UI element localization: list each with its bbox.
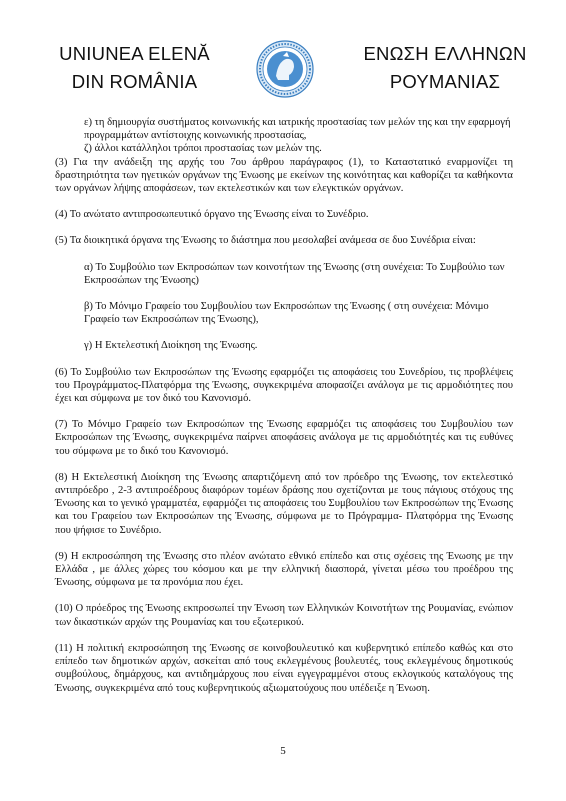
paragraph-4: (4) Το ανώτατο αντιπροσωπευτικό όργανο της Ένωσης είναι το Συνέδριο. — [55, 209, 369, 221]
header-right-title — [360, 40, 530, 96]
paragraph-5-alpha: α) Το Συμβούλιο των Εκπροσώπων των κοινοτήτων της Ένωσης (στη συνέχεια: Το Συμβούλιο των Εκπροσώπων της Ένωσης) — [84, 261, 505, 286]
header-left-title — [52, 40, 217, 96]
paragraph-5-gamma: γ) Η Εκτελεστική Διοίκηση της Ένωσης. — [84, 340, 258, 352]
header-right-line2: ΡΟΥΜΑΝΙΑΣ — [389, 71, 501, 92]
paragraph-9: (9) Η εκπροσώπηση της Ένωσης στο πλέον ανώτατο εθνικό επίπεδο και στις σχέσεις της Ένωσης με την Ελλάδα , με άλλες χώρες του κόσμου και με την ελληνική διασπορά, γίνεται μέσω του προέδρου της Ένωσης, σύμφωνα με τα προνόμια που έχει. — [55, 550, 513, 589]
paragraph-3: (3) Για την ανάδειξη της αρχής του 7ου άρθρου παράγραφος (1), το Καταστατικό εναρμονίζει τη δραστηριότητα των ηγετικών οργάνων της Ένωσης με εκείνων της κοινότητας και καθορίζει τα καθήκοντα των οργάνων λήψης αποφάσεων, των εκτελεστικών και των ελεγκτικών οργάνων. — [55, 156, 513, 195]
paragraph-5: (5) Τα διοικητικά όργανα της Ένωσης το διάστημα που μεσολαβεί ανάμεσα σε δυο Συνέδρια είναι: — [55, 235, 476, 247]
page-number: 5 — [280, 745, 286, 757]
header-right-line1: ΕΝΩΣΗ ΕΛΛΗΝΩΝ — [363, 43, 527, 64]
document-body — [55, 116, 513, 695]
paragraph-6: (6) Το Συμβούλιο των Εκπροσώπων της Ένωσης εφαρμόζει τις αποφάσεις του Συνεδρίου, τις προβλέψεις του Προγράμματος-Πλατφόρμα της Ένωσης, συγκεκριμένα αποφασίζει ανάλογα με τις αρμοδιότητες που έχει και σύμφωνα με τον δικό του Κανονισμό. — [55, 366, 513, 405]
item-z: ζ) άλλοι κατάλληλοι τρόποι προστασίας των μελών της. — [84, 143, 322, 155]
paragraph-10: (10) Ο πρόεδρος της Ένωσης εκπροσωπεί την Ένωση των Ελληνικών Κοινοτήτων της Ρουμανίας, ενώπιον των δικαστικών αρχών της Ρουμανίας και του εξωτερικού. — [55, 603, 513, 628]
paragraph-5-beta: β) Το Μόνιμο Γραφείο του Συμβουλίου των Εκπροσώπων της Ένωσης ( στη συνέχεια: Μόνιμο Γραφείο των Εκπροσώπων της Ένωσης), — [84, 301, 489, 326]
paragraph-7: (7) Το Μόνιμο Γραφείο των Εκπροσώπων της Ένωσης εφαρμόζει τις αποφάσεις του Συμβουλίου των Εκπροσώπων της Ένωσης, συγκεκριμένα παίρνει αποφάσεις ανάλογα με τις αρμοδιότητές και τις ευθύνες του σύμφωνα με το δικό του Κανονισμό. — [55, 419, 513, 457]
union-emblem-icon — [256, 40, 314, 98]
header-left-line1: UNIUNEA ELENĂ — [59, 43, 210, 64]
paragraph-8: (8) Η Εκτελεστική Διοίκηση της Ένωσης απαρτιζόμενη από τον πρόεδρο της Ένωσης, τον εκτελεστικό αντιπρόεδρο , 2-3 αντιπροέδρους διαφόρων τομέων δράσης που σχετίζονται με τους πάγιους στόχους της Ένωσης και το γενικό γραμματέα, εφαρμόζει τις αποφάσεις του Συμβουλίου των Εκπροσώπων της Ένωσης και του Γραφείου των Εκπροσώπων της Ένωσης, σύμφωνα με το Πρόγραμμα- Πλατφόρμα της Ένωσης που ψήφισε το Συνέδριο. — [55, 471, 513, 536]
page-header — [0, 40, 566, 100]
header-left-line2: DIN ROMÂNIA — [71, 71, 198, 92]
item-e: ε) τη δημιουργία συστήματος κοινωνικής και ιατρικής προστασίας των μελών της και την εφαρμογή προγραμμάτων αντίστοιχης κοινωνικής προστασίας, — [84, 117, 511, 142]
paragraph-11: (11) Η πολιτική εκπροσώπηση της Ένωσης σε κοινοβουλευτικό και κυβερνητικό επίπεδο καθώς και στο επίπεδο των δημοτικών αρχών, ασκείται από τους εκλεγμένους βουλευτές, τους εκλεγμένους δημοτικούς συμβούλους, δημάρχους, και αντιδημάρχους που είναι εγγεγραμμένοι στους εκλογικούς καταλόγους της Ένωσης, συγκεκριμένα από τους κυβερνητικούς αξιωματούχους που υπέδειξε η Ένωση. — [55, 642, 513, 694]
